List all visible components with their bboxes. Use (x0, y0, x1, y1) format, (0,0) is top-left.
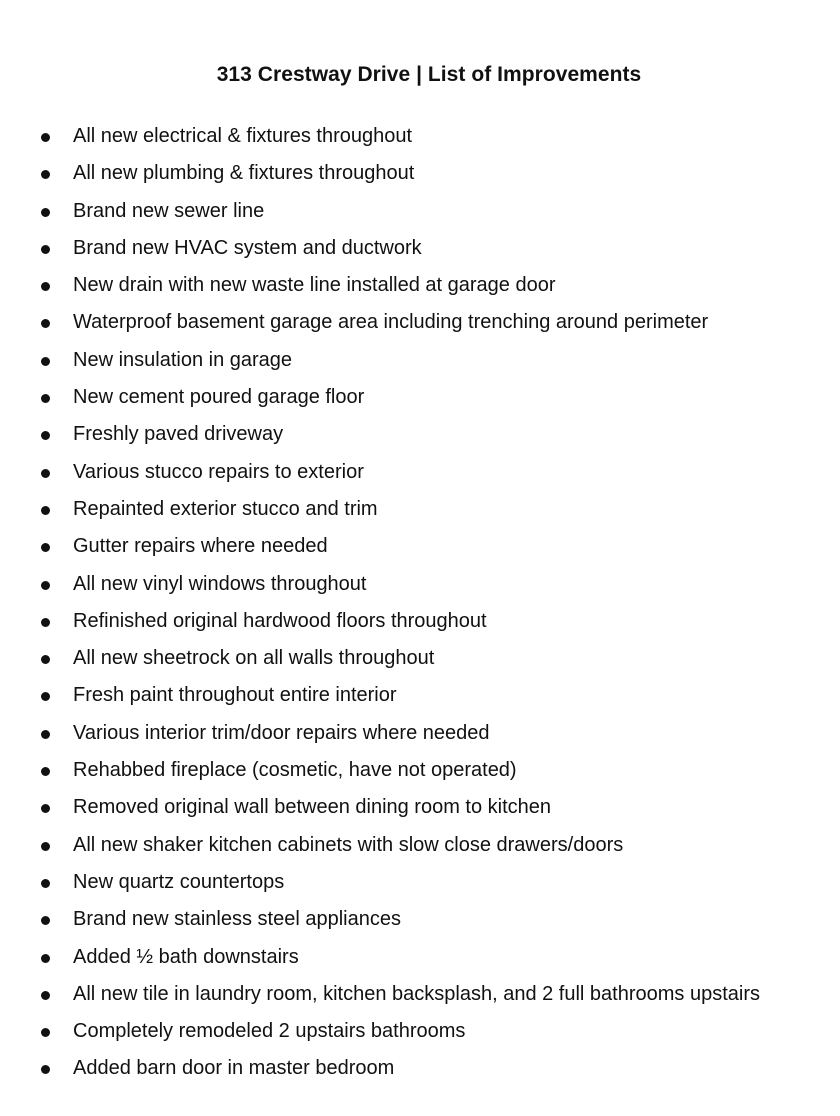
bullet-icon (41, 431, 50, 440)
list-item (0, 864, 840, 901)
list-item (0, 491, 840, 528)
bullet-icon (41, 954, 50, 963)
bullet-icon (41, 208, 50, 217)
bullet-icon (41, 692, 50, 701)
list-item-text: Brand new sewer line (73, 199, 265, 222)
list-item-text: Completely remodeled 2 upstairs bathrooms (73, 1020, 466, 1043)
bullet-icon (41, 916, 50, 925)
bullet-icon (41, 730, 50, 739)
list-item (0, 789, 840, 826)
list-item-text: New quartz countertops (73, 870, 285, 893)
list-item-text: Added barn door in master bedroom (73, 1057, 395, 1080)
list-item-text: Brand new stainless steel appliances (73, 908, 401, 931)
list-item (0, 566, 840, 603)
bullet-icon (41, 1028, 50, 1037)
list-item-text: All new vinyl windows throughout (73, 572, 367, 595)
list-item (0, 342, 840, 379)
list-item (0, 155, 840, 192)
bullet-icon (41, 506, 50, 515)
list-item-text: New insulation in garage (73, 348, 293, 371)
bullet-icon (41, 581, 50, 590)
list-item-text: All new plumbing & fixtures throughout (73, 162, 415, 185)
list-item-text: Refinished original hardwood floors throughout (73, 609, 487, 632)
list-item (0, 454, 840, 491)
list-item-text: All new tile in laundry room, kitchen backsplash, and 2 full bathrooms upstairs (73, 982, 761, 1005)
list-item-text: Fresh paint throughout entire interior (73, 684, 397, 707)
bullet-icon (41, 319, 50, 328)
bullet-icon (41, 991, 50, 1000)
list-item (0, 976, 840, 1013)
list-item-text: All new sheetrock on all walls throughout (73, 647, 435, 670)
list-item (0, 416, 840, 453)
list-item (0, 267, 840, 304)
list-item (0, 677, 840, 714)
bullet-icon (41, 543, 50, 552)
list-item-text: Freshly paved driveway (73, 423, 284, 446)
list-item (0, 827, 840, 864)
bullet-icon (41, 170, 50, 179)
list-item (0, 528, 840, 565)
bullet-icon (41, 767, 50, 776)
list-item-text: Added ½ bath downstairs (73, 945, 299, 968)
list-item-text: Gutter repairs where needed (73, 535, 328, 558)
bullet-icon (41, 879, 50, 888)
bullet-icon (41, 282, 50, 291)
list-item-text: New cement poured garage floor (73, 386, 365, 409)
list-item-text: All new shaker kitchen cabinets with slow close drawers/doors (73, 833, 624, 856)
bullet-icon (41, 245, 50, 254)
list-item-text: Various stucco repairs to exterior (73, 460, 364, 483)
bullet-icon (41, 804, 50, 813)
list-item-text: Various interior trim/door repairs where needed (73, 721, 490, 744)
list-item-text: Brand new HVAC system and ductwork (73, 236, 422, 259)
bullet-icon (41, 357, 50, 366)
bullet-icon (41, 655, 50, 664)
list-item-text: New drain with new waste line installed at garage door (73, 274, 556, 297)
bullet-icon (41, 842, 50, 851)
list-item-text: All new electrical & fixtures throughout (73, 125, 413, 147)
list-item (0, 640, 840, 677)
improvements-list (0, 118, 840, 1088)
list-item (0, 1050, 840, 1087)
list-item (0, 715, 840, 752)
bullet-icon (41, 469, 50, 478)
list-item (0, 901, 840, 938)
list-item (0, 230, 840, 267)
bullet-icon (41, 618, 50, 627)
list-item-text: Repainted exterior stucco and trim (73, 497, 378, 520)
list-item (0, 304, 840, 341)
list-item (0, 193, 840, 230)
list-item (0, 752, 840, 789)
list-item (0, 118, 840, 155)
list-item-text: Rehabbed fireplace (cosmetic, have not operated) (73, 759, 517, 782)
bullet-icon (41, 133, 50, 142)
bullet-icon (41, 1065, 50, 1074)
list-item (0, 603, 840, 640)
list-item-text: Waterproof basement garage area including trenching around perimeter (73, 311, 709, 334)
list-item-text: Removed original wall between dining room to kitchen (73, 796, 552, 819)
list-item (0, 1013, 840, 1050)
document-title: 313 Crestway Drive | List of Improvements (216, 63, 642, 86)
bullet-icon (41, 394, 50, 403)
list-item (0, 939, 840, 976)
list-item (0, 379, 840, 416)
